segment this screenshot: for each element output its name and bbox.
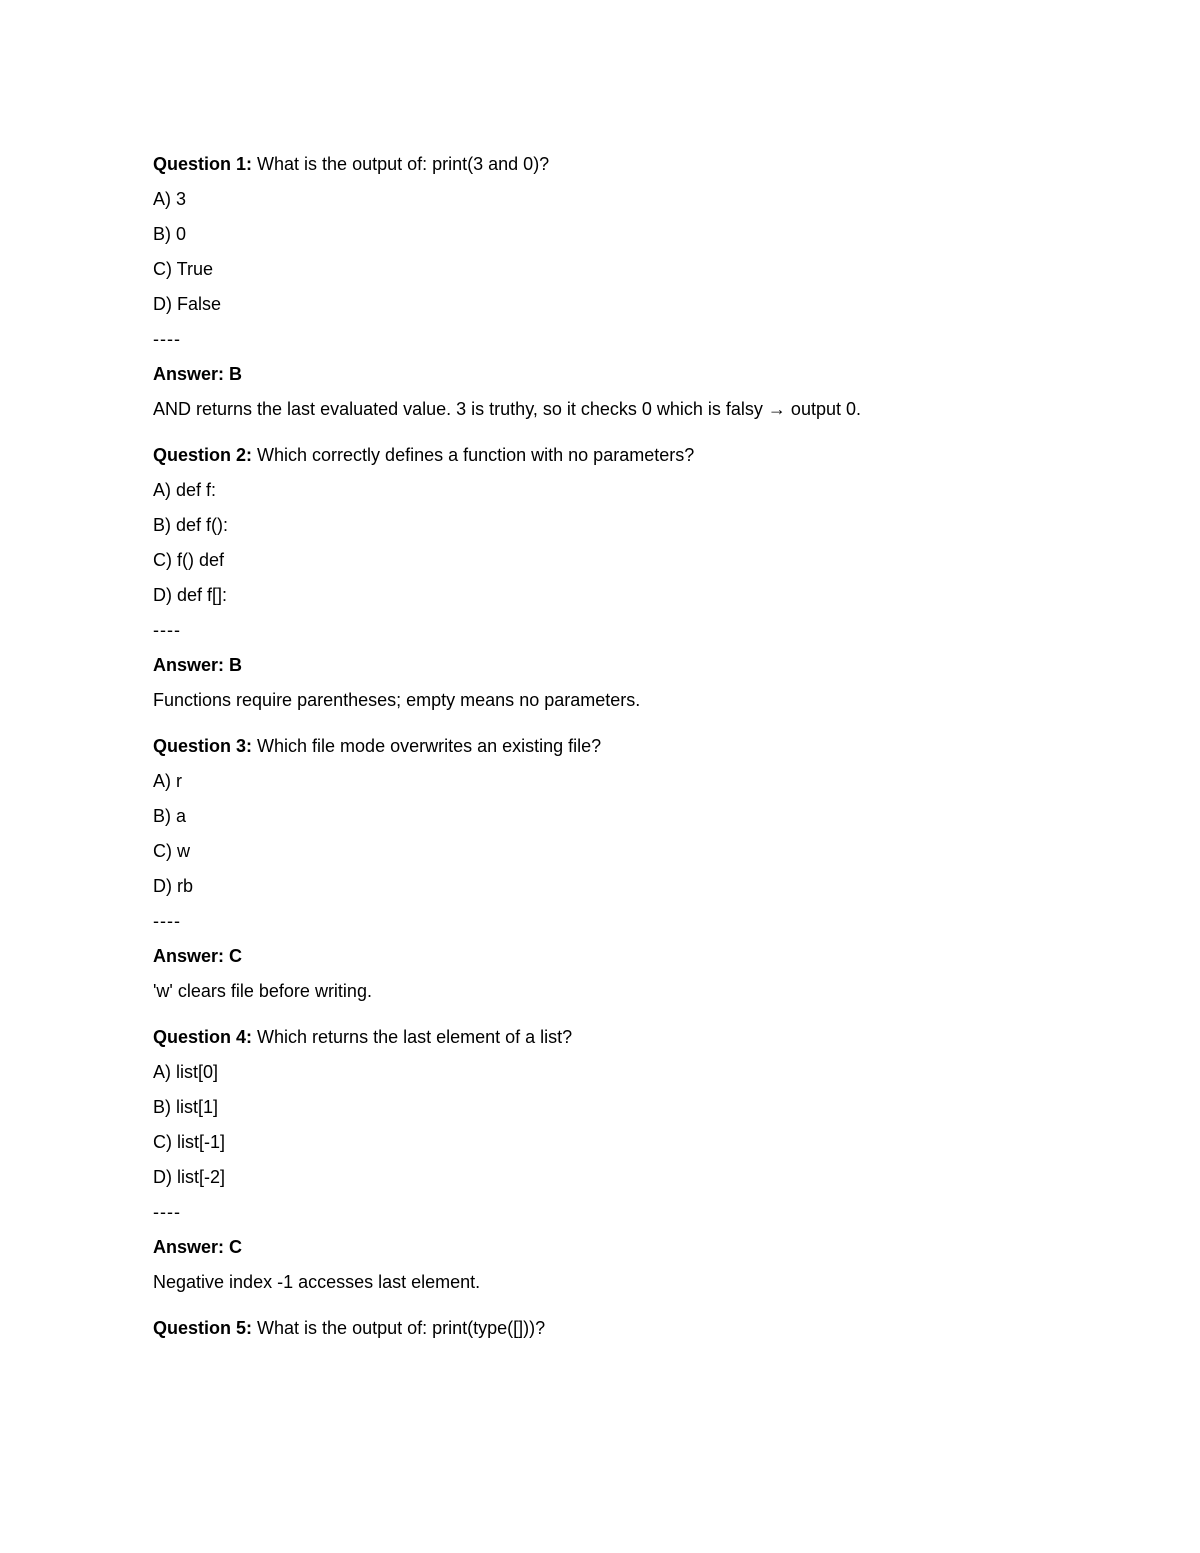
question-block-1 bbox=[153, 153, 1053, 420]
divider: ---- bbox=[153, 1202, 181, 1222]
question-label: Question 4: bbox=[153, 1027, 253, 1047]
question-line bbox=[153, 153, 1053, 175]
option-a: A) list[0] bbox=[153, 1062, 219, 1082]
question-label: Question 1: bbox=[153, 154, 253, 174]
option-b: B) a bbox=[153, 806, 187, 826]
question-line bbox=[153, 1317, 1053, 1339]
option-c: C) True bbox=[153, 259, 214, 279]
answer-explanation: 'w' clears file before writing. bbox=[153, 981, 372, 1001]
question-block-5 bbox=[153, 1317, 1053, 1339]
option-a: A) def f: bbox=[153, 480, 217, 500]
question-text: What is the output of: print(type([]))? bbox=[257, 1318, 546, 1338]
option-b: B) list[1] bbox=[153, 1097, 219, 1117]
answer-explanation: AND returns the last evaluated value. 3 is truthy, so it checks 0 which is falsy → output 0. bbox=[153, 399, 861, 419]
question-line bbox=[153, 1026, 1053, 1048]
question-line bbox=[153, 735, 1053, 757]
option-c: C) w bbox=[153, 841, 190, 861]
question-block-4 bbox=[153, 1026, 1053, 1293]
question-block-3 bbox=[153, 735, 1053, 1002]
question-label: Question 2: bbox=[153, 445, 253, 465]
option-b: B) def f(): bbox=[153, 515, 229, 535]
question-label: Question 5: bbox=[153, 1318, 253, 1338]
divider: ---- bbox=[153, 911, 181, 931]
option-a: A) r bbox=[153, 771, 182, 791]
question-line bbox=[153, 444, 1053, 466]
divider: ---- bbox=[153, 620, 181, 640]
divider: ---- bbox=[153, 329, 181, 349]
document-page bbox=[153, 153, 1053, 1363]
answer-label: Answer: B bbox=[153, 364, 243, 384]
option-d: D) def f[]: bbox=[153, 585, 228, 605]
question-text: Which file mode overwrites an existing file? bbox=[257, 736, 602, 756]
option-d: D) rb bbox=[153, 876, 193, 896]
option-c: C) f() def bbox=[153, 550, 225, 570]
answer-explanation: Functions require parentheses; empty means no parameters. bbox=[153, 690, 641, 710]
question-block-2 bbox=[153, 444, 1053, 711]
answer-label: Answer: C bbox=[153, 946, 243, 966]
answer-explanation: Negative index -1 accesses last element. bbox=[153, 1272, 481, 1292]
option-d: D) list[-2] bbox=[153, 1167, 225, 1187]
question-text: Which returns the last element of a list? bbox=[257, 1027, 573, 1047]
question-text: What is the output of: print(3 and 0)? bbox=[257, 154, 550, 174]
option-a: A) 3 bbox=[153, 189, 187, 209]
option-b: B) 0 bbox=[153, 224, 187, 244]
answer-label: Answer: C bbox=[153, 1237, 243, 1257]
option-c: C) list[-1] bbox=[153, 1132, 225, 1152]
answer-label: Answer: B bbox=[153, 655, 243, 675]
question-label: Question 3: bbox=[153, 736, 253, 756]
option-d: D) False bbox=[153, 294, 222, 314]
question-text: Which correctly defines a function with no parameters? bbox=[257, 445, 695, 465]
